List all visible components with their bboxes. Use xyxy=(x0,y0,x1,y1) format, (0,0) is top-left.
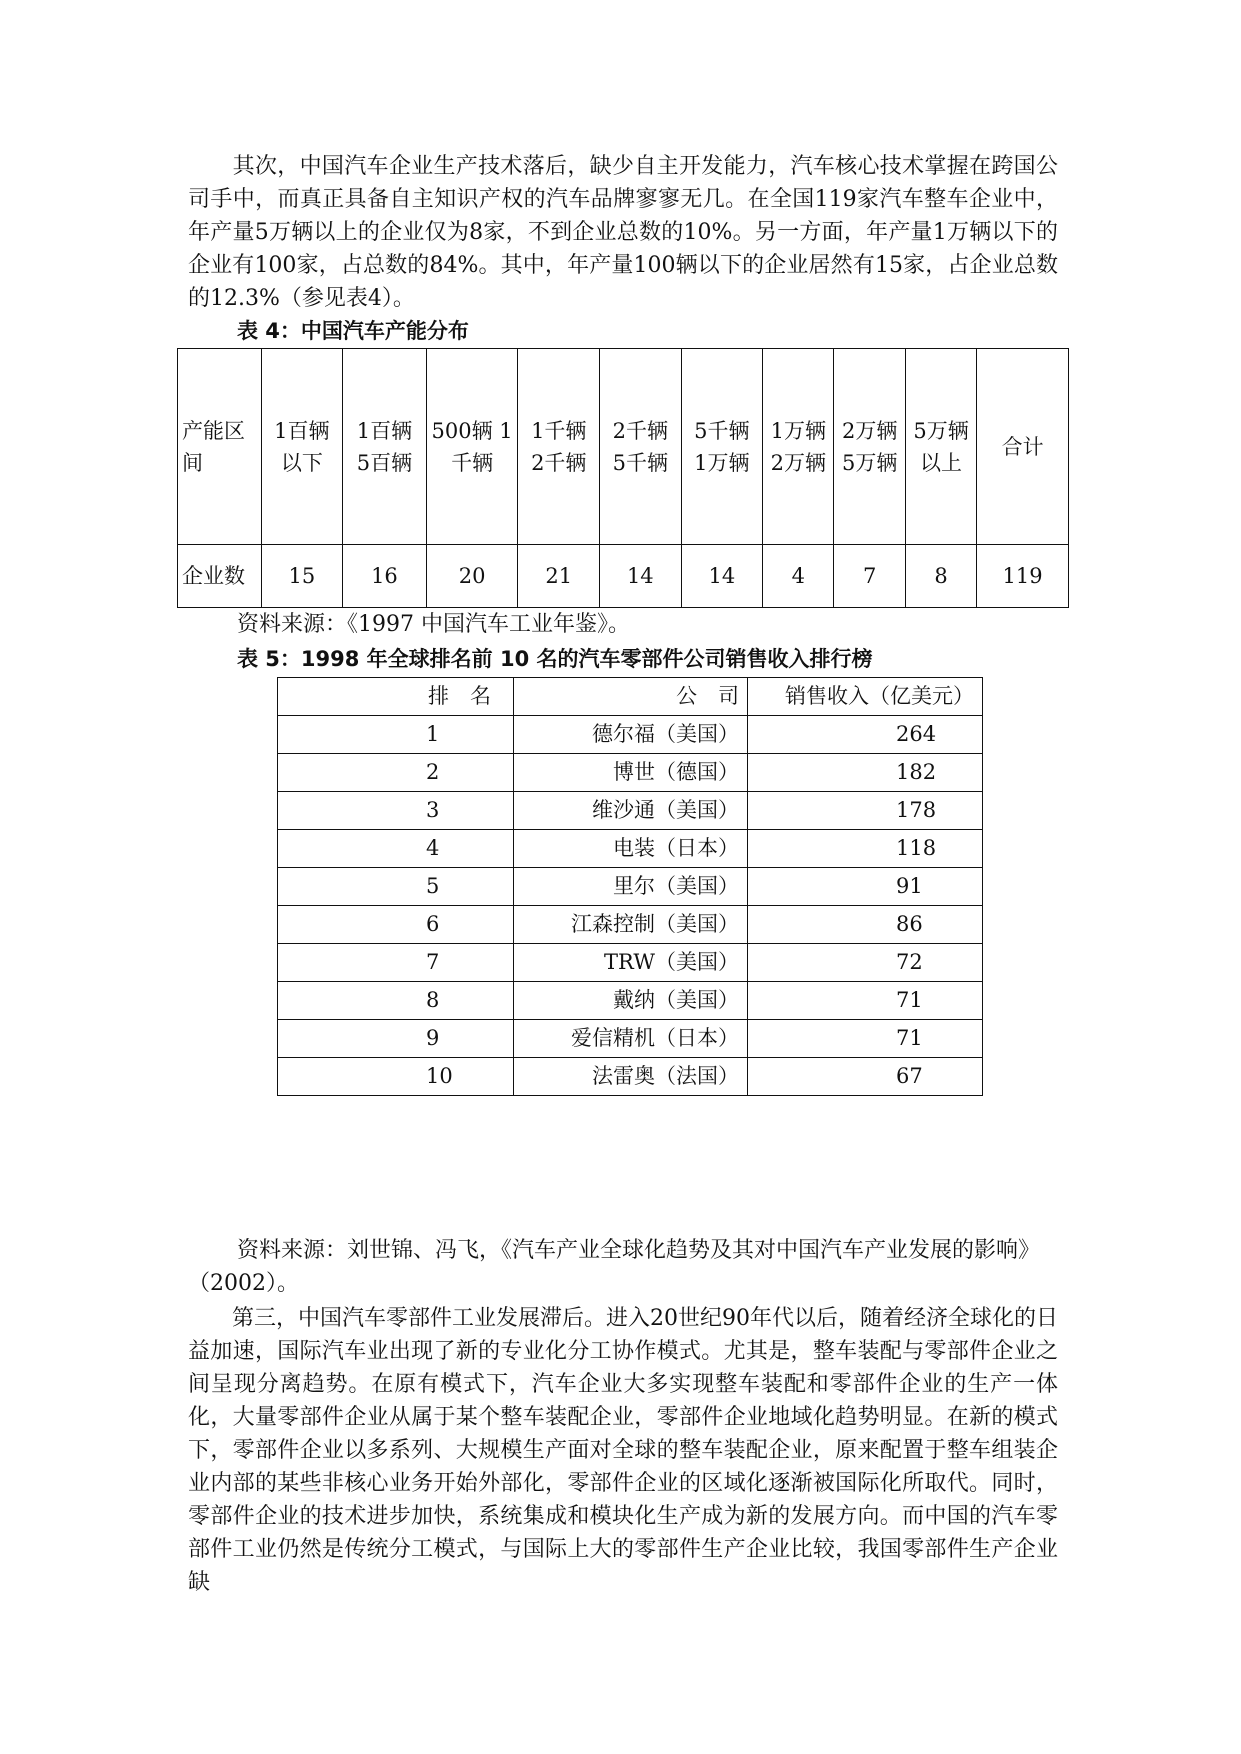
sales-cell: 118 xyxy=(748,830,983,868)
company-cell: 博世（德国） xyxy=(514,754,748,792)
table4-col-header: 500辆 1千辆 xyxy=(426,349,518,545)
table4-cell: 14 xyxy=(600,545,682,608)
table4-cell: 21 xyxy=(518,545,600,608)
rank-cell: 9 xyxy=(278,1020,514,1058)
sales-cell: 71 xyxy=(748,1020,983,1058)
table4-cell: 14 xyxy=(681,545,763,608)
company-cell: 爱信精机（日本） xyxy=(514,1020,748,1058)
rank-cell: 2 xyxy=(278,754,514,792)
table4-cell: 20 xyxy=(426,545,518,608)
table5-header: 销售收入（亿美元） xyxy=(748,678,983,716)
table4-col-header: 2千辆 5千辆 xyxy=(600,349,682,545)
sales-cell: 72 xyxy=(748,944,983,982)
sales-cell: 178 xyxy=(748,792,983,830)
company-cell: 德尔福（美国） xyxy=(514,716,748,754)
paragraph-parts-industry: 第三，中国汽车零部件工业发展滞后。进入20世纪90年代以后，随着经济全球化的日益加速，国际汽车业出现了新的专业化分工协作模式。尤其是，整车装配与零部件企业之间呈现分离趋势。在原有模式下，汽车企业大多实现整车装配和零部件企业的生产一体化，大量零部件企业从属于某个整车装配企业，零部件企业地域化趋势明显。在新的模式下，零部件企业以多系列、大规模生产面对全球的整车装配企业，原来配置于整车组装企业内部的某些非核心业务开始外部化，零部件企业的区域化逐渐被国际化所取代。同时，零部件企业的技术进步加快，系统集成和模块化生产成为新的发展方向。而中国的汽车零部件工业仍然是传统分工模式，与国际上大的零部件生产企业比较，我国零部件生产企业缺 xyxy=(188,1306,1058,1595)
table5-header-row xyxy=(278,678,983,716)
parts-companies-table xyxy=(277,677,983,1096)
company-cell: 里尔（美国） xyxy=(514,868,748,906)
table4-col-header: 1百辆 5百辆 xyxy=(343,349,427,545)
table5-header: 公 司 xyxy=(514,678,748,716)
table-row xyxy=(278,716,983,754)
table-row xyxy=(278,1058,983,1096)
table4-data-row xyxy=(178,545,1069,608)
table4-cell: 7 xyxy=(834,545,905,608)
table5-caption: 表 5：1998 年全球排名前 10 名的汽车零部件公司销售收入排行榜 xyxy=(237,647,873,671)
rank-cell: 1 xyxy=(278,716,514,754)
table4-col-header: 5千辆 1万辆 xyxy=(681,349,763,545)
table4-col-header: 5万辆 以上 xyxy=(905,349,976,545)
sales-cell: 182 xyxy=(748,754,983,792)
rank-cell: 8 xyxy=(278,982,514,1020)
company-cell: 戴纳（美国） xyxy=(514,982,748,1020)
sales-cell: 264 xyxy=(748,716,983,754)
table-row xyxy=(278,792,983,830)
table4-cell: 4 xyxy=(763,545,834,608)
rank-cell: 6 xyxy=(278,906,514,944)
table-row xyxy=(278,830,983,868)
table4-header-label: 产能区间 xyxy=(178,349,262,545)
table4-source: 资料来源：《1997 中国汽车工业年鉴》。 xyxy=(237,612,630,637)
table4-cell: 8 xyxy=(905,545,976,608)
sales-cell: 91 xyxy=(748,868,983,906)
table-row xyxy=(278,754,983,792)
table4-row-label: 企业数 xyxy=(178,545,262,608)
rank-cell: 7 xyxy=(278,944,514,982)
table4-cell: 16 xyxy=(343,545,427,608)
table4-col-header: 合计 xyxy=(977,349,1069,545)
sales-cell: 71 xyxy=(748,982,983,1020)
company-cell: 电装（日本） xyxy=(514,830,748,868)
table4-col-header: 1万辆 2万辆 xyxy=(763,349,834,545)
table4-col-header: 1千辆 2千辆 xyxy=(518,349,600,545)
table-row xyxy=(278,868,983,906)
table5-source: 资料来源：刘世锦、冯飞，《汽车产业全球化趋势及其对中国汽车产业发展的影响》（2002）。 xyxy=(188,1238,1041,1296)
capacity-distribution-table xyxy=(177,348,1069,608)
rank-cell: 10 xyxy=(278,1058,514,1096)
company-cell: 维沙通（美国） xyxy=(514,792,748,830)
sales-cell: 86 xyxy=(748,906,983,944)
table-row xyxy=(278,1020,983,1058)
paragraph-intro: 其次，中国汽车企业生产技术落后，缺少自主开发能力，汽车核心技术掌握在跨国公司手中，而真正具备自主知识产权的汽车品牌寥寥无几。在全国119家汽车整车企业中，年产量5万辆以上的企业仅为8家，不到企业总数的10%。另一方面，年产量1万辆以下的企业有100家，占总数的84%。其中，年产量100辆以下的企业居然有15家，占企业总数的12.3%（参见表4）。 xyxy=(188,154,1058,311)
table-row xyxy=(278,906,983,944)
company-cell: 法雷奥（法国） xyxy=(514,1058,748,1096)
rank-cell: 5 xyxy=(278,868,514,906)
table4-header-row xyxy=(178,349,1069,545)
rank-cell: 3 xyxy=(278,792,514,830)
sales-cell: 67 xyxy=(748,1058,983,1096)
table4-col-header: 1百辆以下 xyxy=(261,349,343,545)
table5-header: 排 名 xyxy=(278,678,514,716)
table4-col-header: 2万辆 5万辆 xyxy=(834,349,905,545)
company-cell: TRW（美国） xyxy=(514,944,748,982)
company-cell: 江森控制（美国） xyxy=(514,906,748,944)
rank-cell: 4 xyxy=(278,830,514,868)
table-row xyxy=(278,944,983,982)
table4-caption: 表 4：中国汽车产能分布 xyxy=(237,319,469,343)
table4-cell: 119 xyxy=(977,545,1069,608)
table-row xyxy=(278,982,983,1020)
table4-cell: 15 xyxy=(261,545,343,608)
